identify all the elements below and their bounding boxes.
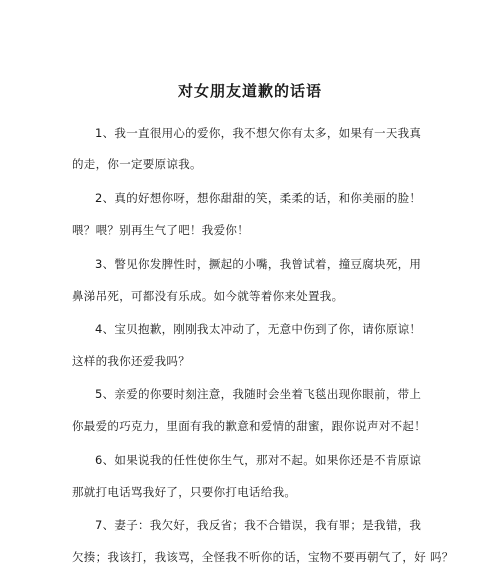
paragraph-2-line-1: 2、真的好想你呀，想你甜甜的笑，柔柔的话，和你美丽的脸！ (95, 191, 422, 205)
paragraph-3-line-2: 鼻涕吊死，可都没有乐成。如今就等着你来处置我。 (72, 289, 344, 303)
paragraph-6-line-1: 6、如果说我的任性使你生气，那对不起。如果你还是不肯原谅 (95, 453, 422, 467)
paragraph-4-line-2: 这样的我你还爱我吗？ (72, 354, 190, 368)
paragraph-3-line-1: 3、瞥见你发脾性时，撅起的小嘴，我曾试着，撞豆腐块死，用 (95, 257, 422, 271)
paragraph-6-line-2: 那就打电话骂我好了，只要你打电话给我。 (72, 485, 297, 499)
page-title: 对女朋友道歉的话语 (177, 82, 322, 100)
paragraph-1-line-2: 的走，你一定要原谅我。 (72, 157, 202, 171)
paragraph-7-line-2: 欠揍；我该打，我该骂，全怪我不听你的话，宝物不要再朝气了，好 吗？ (72, 550, 454, 564)
paragraph-1-line-1: 1、我一直很用心的爱你，我不想欠你有太多，如果有一天我真 (95, 126, 422, 140)
paragraph-7-line-1: 7、妻子：我欠好，我反省；我不合错误，我有罪；是我错，我 (95, 518, 422, 532)
paragraph-5-line-2: 你最爱的巧克力，里面有我的歉意和爱情的甜蜜，跟你说声对不起！ (72, 419, 426, 433)
paragraph-4-line-1: 4、宝贝抱歉，刚刚我太冲动了，无意中伤到了你，请你原谅！ (95, 322, 422, 336)
paragraph-5-line-1: 5、亲爱的你要时刻注意，我随时会坐着飞毯出现你眼前，带上 (95, 387, 422, 401)
paragraph-2-line-2: 喂？喂？别再生气了吧！我爱你！ (72, 223, 249, 237)
